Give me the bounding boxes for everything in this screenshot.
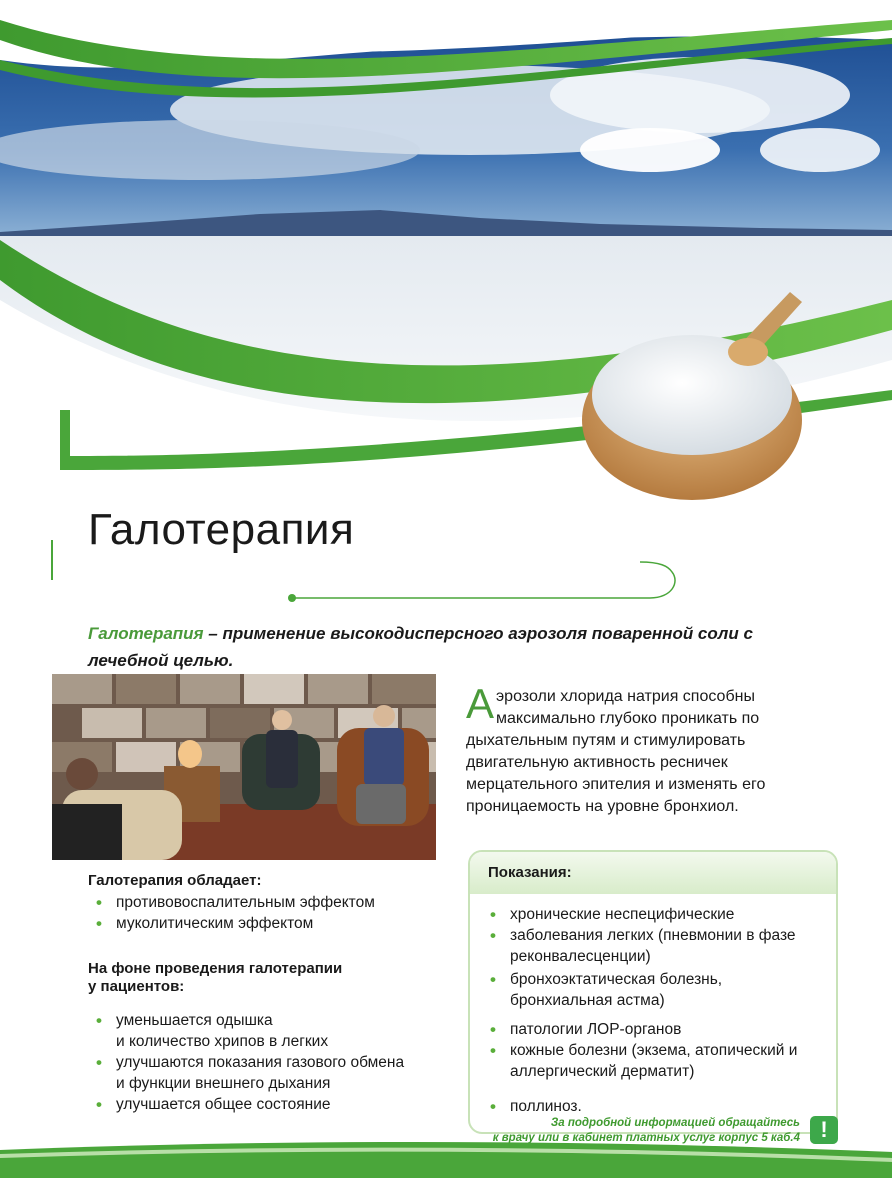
indications-list: [482, 904, 822, 1117]
intro-term: Галотерапия: [88, 624, 204, 643]
list-item: [88, 1010, 448, 1052]
indications-panel: [468, 850, 838, 1134]
contact-line1: За подробной информацией обращайтесь: [550, 1117, 800, 1129]
list-item: • бронхоэктатическая болезнь, бронхиальная астма): [482, 969, 822, 1011]
list-item: • муколитическим эффектом: [88, 913, 448, 934]
list-item: • хронические неспецифические: [482, 904, 822, 925]
list-item: • заболевания легких (пневмонии в фазе реконвалесценции): [482, 925, 822, 967]
effects-heading: Галотерапия обладает:: [88, 872, 262, 889]
title-underline-decoration: [0, 540, 892, 620]
hero-salt-flat-image: [0, 0, 892, 520]
list-item: [88, 1052, 448, 1094]
list-item-line: и количество хрипов в легких: [116, 1033, 329, 1050]
list-item: • поллиноз.: [482, 1096, 822, 1117]
indications-panel-header: [470, 852, 836, 894]
aerosol-text: эрозоли хлорида натрия способны максимально глубоко проникать по дыхательным путям и стимулировать двигательную активность ресничек мерцательного эпителия и изменять его проницаемость на уровне бронхиол.: [466, 688, 766, 815]
intro-definition: [88, 620, 808, 674]
list-item: • противовоспалительным эффектом: [88, 892, 448, 913]
patients-heading-line1: На фоне проведения галотерапии: [88, 960, 343, 977]
list-item: • кожные болезни (экзема, атопический и аллергический дерматит): [482, 1040, 822, 1082]
page-title: Галотерапия: [88, 505, 355, 554]
list-item: • патологии ЛОР-органов: [482, 1019, 822, 1040]
left-info-block: [88, 872, 448, 1115]
salt-room-photo: [52, 674, 436, 860]
drop-cap: А: [466, 680, 495, 727]
exclamation-icon: !: [810, 1116, 838, 1144]
list-item-line: • улучшаются показания газового обмена: [116, 1054, 405, 1071]
indications-title: Показания:: [488, 864, 572, 881]
list-item-line: и функции внешнего дыхания: [116, 1075, 331, 1092]
contact-line2: к врачу или в кабинет платных услуг корпус 5 каб.4: [492, 1132, 800, 1144]
effects-list: [88, 892, 448, 934]
intro-text: – применение высокодисперсного аэрозоля поваренной соли с лечебной целью.: [88, 624, 753, 670]
patients-heading: [88, 960, 448, 996]
list-item-line: • улучшается общее состояние: [116, 1096, 331, 1113]
aerosol-description: [466, 680, 826, 818]
footer-wave: [0, 1130, 892, 1178]
patients-heading-line2: у пациентов:: [88, 978, 185, 995]
patients-list: [88, 1010, 448, 1115]
list-item-line: • уменьшается одышка: [116, 1012, 273, 1029]
list-item: [88, 1094, 448, 1115]
